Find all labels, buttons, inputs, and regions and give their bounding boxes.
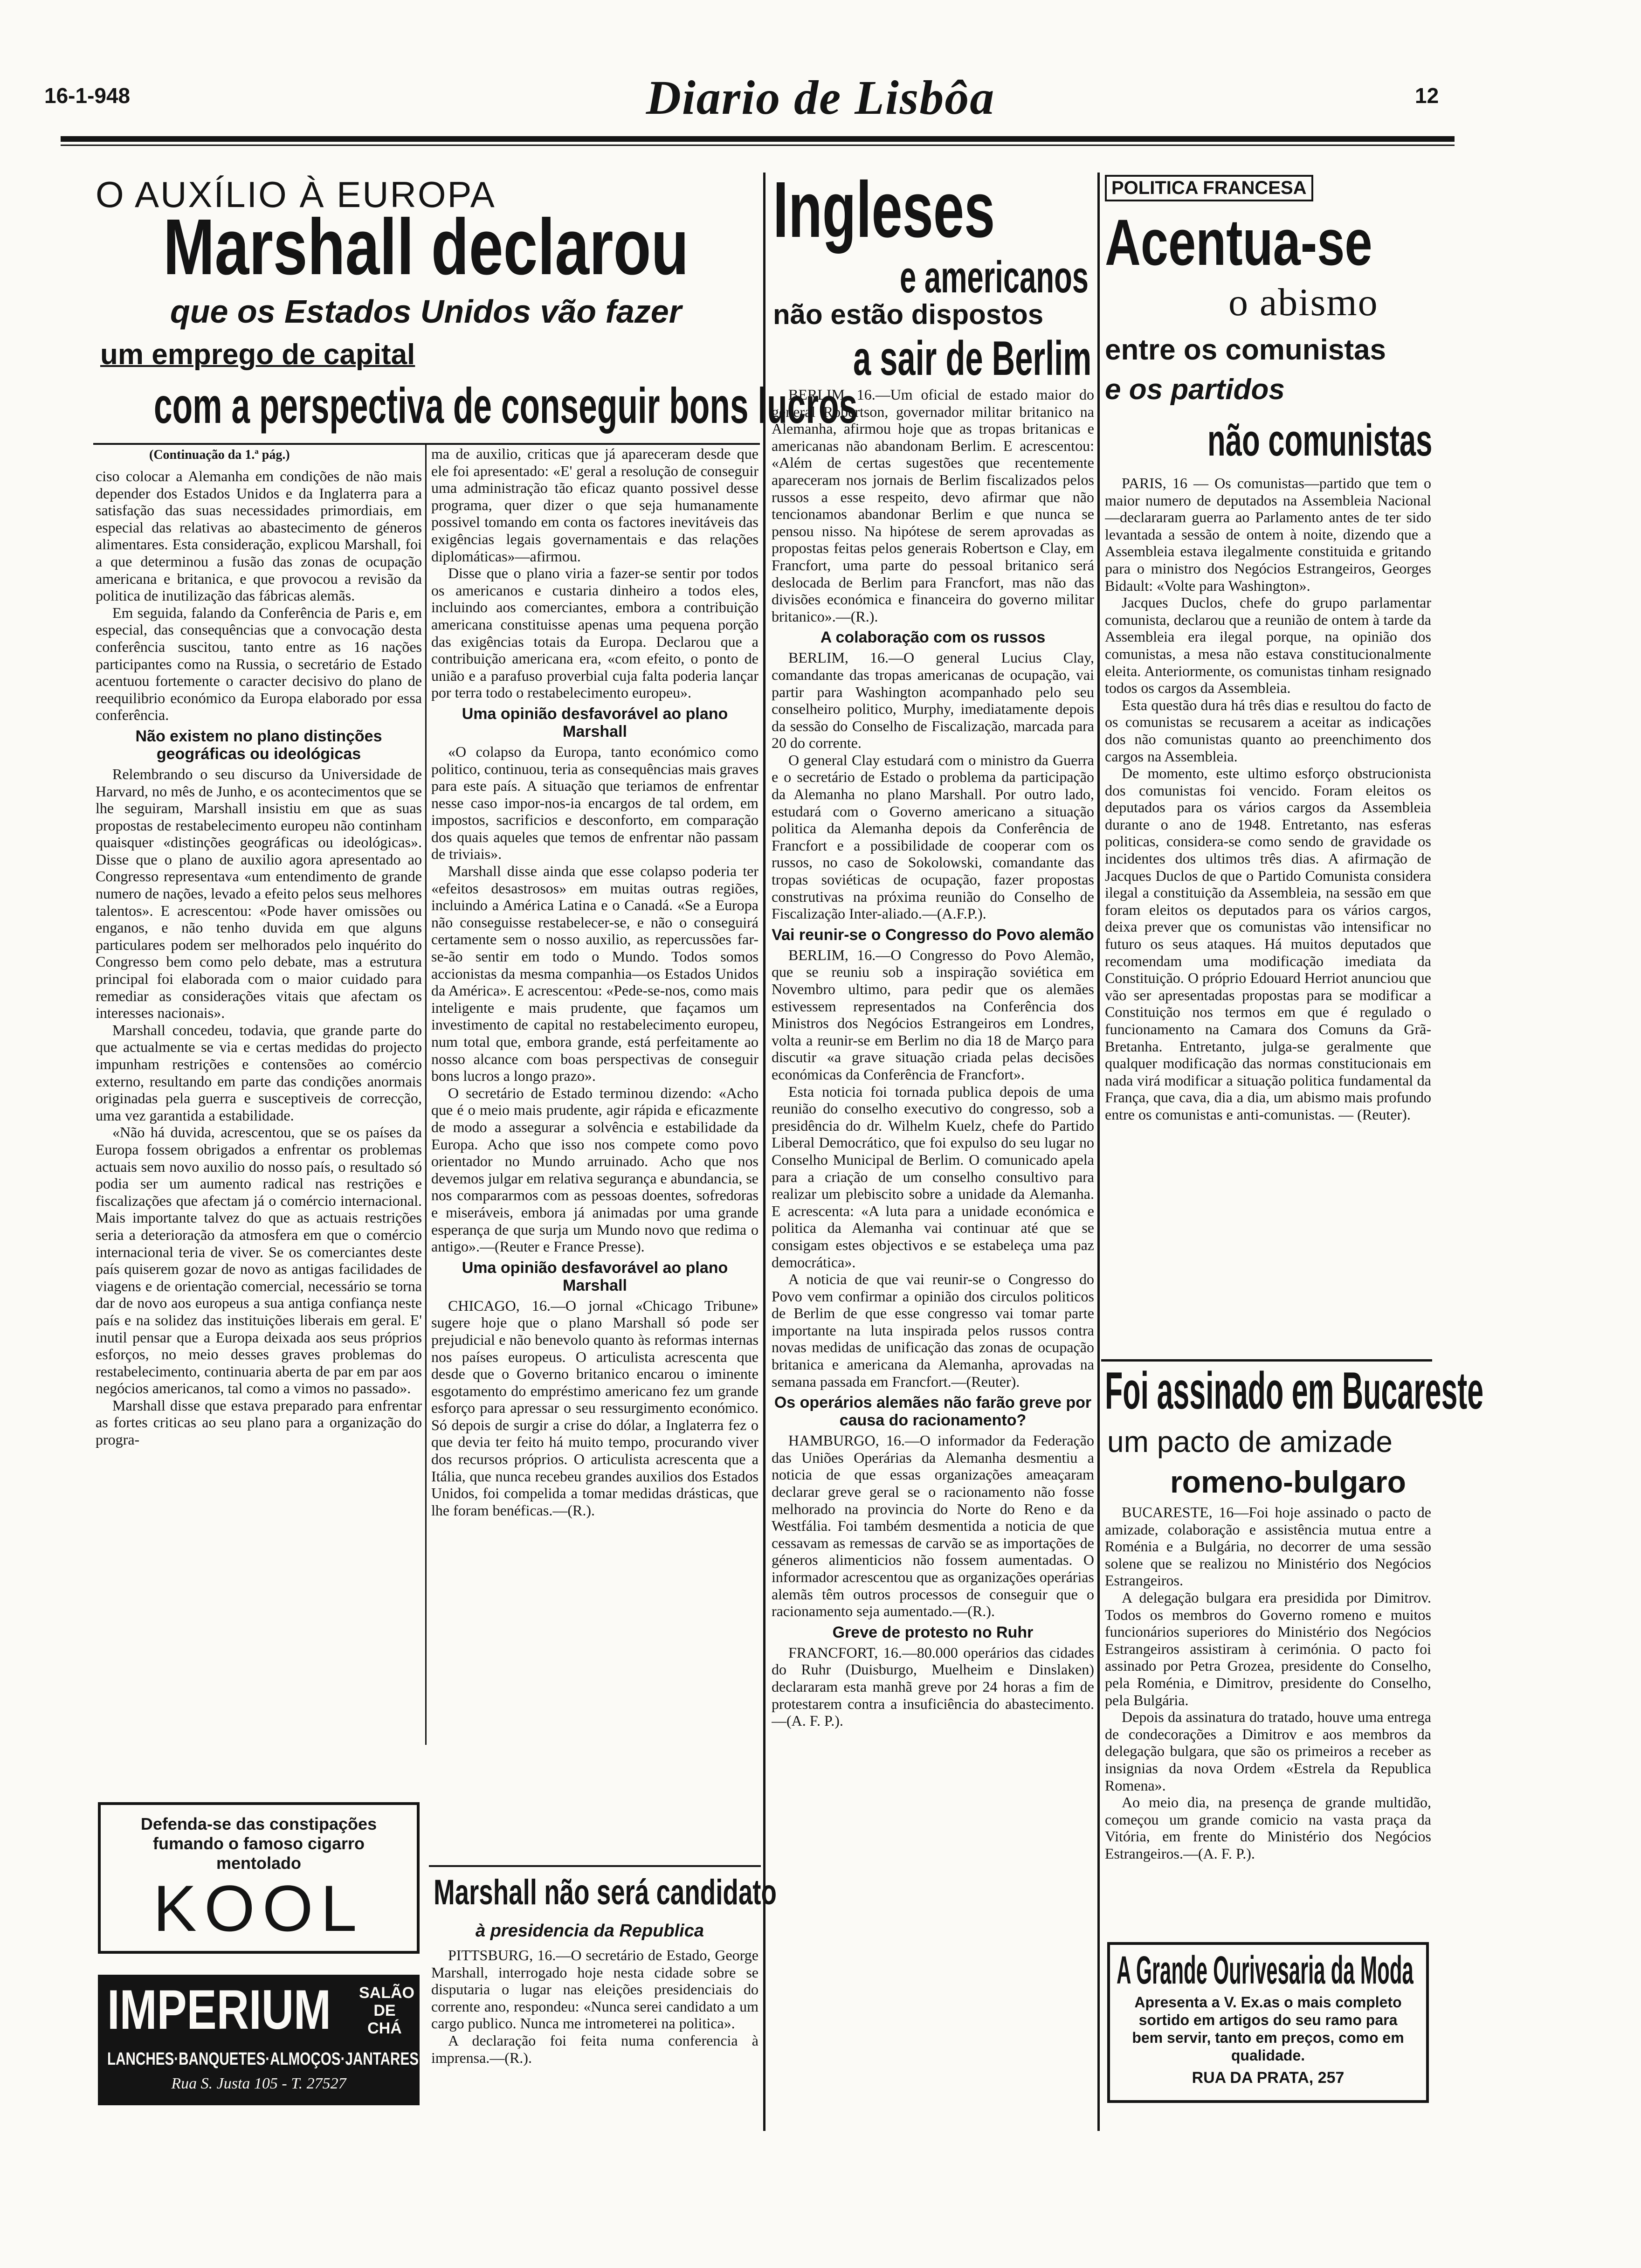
column-divider	[1097, 173, 1100, 2131]
newspaper-title: Diario de Lisbôa	[646, 71, 995, 124]
candidato-headline: Marshall não será candidato	[434, 1873, 777, 1912]
imperium-brand-logo: IMPERIUM	[107, 1978, 331, 2041]
francesa-headline: Acentua-se	[1105, 206, 1372, 279]
column-divider	[425, 444, 427, 1745]
imperium-advertisement	[98, 1975, 420, 2105]
section-label: POLITICA FRANCESA	[1105, 175, 1313, 201]
continuation-note: (Continuação da 1.ª pág.)	[149, 448, 290, 462]
kool-tagline-2: fumando o famoso cigarro	[152, 1834, 365, 1853]
marshall-col-1: ciso colocar a Alemanha em condições de não mais depender dos Estados Unidos e da Inglaterra para a satisfação das suas necessidades primordiais, em especial das relativas ao abastecimento de géneros alimentares. Esta consideração, explicou Marshall, foi a que determinou a fusão das zonas de ocupação americana e britanica, e que provocou a revisão da politica de inutilização das fábricas alemãs. Em seguida, falando da Conferência de Paris e, em especial, das consequências que a convocação desta conferência suscitou, tanto entre as 16 nações participantes como na Russia, o secretário de Estado acentuou fortemente o caracter decisivo do plano de reequilibrio económico da Europa elaborado por essa conferência. Não existem no plano distinções geográficas ou ideológicas Relembrando o seu discurso da Universidade de Harvard, no mês de Junho, e os acontecimentos que se lhe seguiram, Marshall insistiu em que as suas propostas de restabelecimento europeu não continham quaisquer «distinções geográficas ou ideológicas». Disse que o plano de auxilio agora apresentado ao Congresso representava «um entendimento de grande numero de nações, levado a efeito pelos seus melhores talentos». E acrescentou: «Pode haver omissões ou enganos, e não tenho duvida em que alguns particulares podem ser melhorados pelo inquérito do Congresso bem como pelo debate, mas a estrutura principal foi elaborada com o maior cuidado para remediar as considerações vitais que afectam os interesses nacionais». Marshall concedeu, todavia, que grande parte do que actualmente se via e certas medidas do projecto impunham restrições e contensões ao comércio externo, resultando em parte das condições anormais originadas pela guerra e susceptiveis de correcção, uma vez garantida a estabilidade. «Não há duvida, acrescentou, que se os países da Europa fossem obrigados a enfrentar os problemas actuais sem novo auxilio do nosso país, o resultado só podia ser um aumento radical nas restrições e fiscalizações que afectam já o comércio internacional. Mais importante talvez do que as actuais restrições seria a deterioração da atmosfera em que o comércio internacional teria de viver. Se os comerciantes deste país quiserem gozar de novo as antigas facilidades de viagens e de orientação comercial, necessário se torna dar de novo aos europeus a sua antiga confiança neste país e na solidez das instituições liberais em geral. E' inutil pensar que a Europa deixada aos seus próprios esforços, no meio desses graves problemas do restabelecimento, continuaria aberta de par em par aos negócios americanos, tal como a vimos no passado». Marshall disse que estava preparado para enfrentar as fortes criticas ao seu plano para a organização do progra-	[96, 468, 422, 1448]
candidato-subheadline: à presidencia da Republica	[476, 1921, 704, 1941]
crosshead: Greve de protesto no Ruhr	[832, 1623, 1034, 1641]
marshall-headline: Marshall declarou	[163, 203, 689, 291]
crosshead: Vai reunir-se o Congresso do Povo alemão	[772, 926, 1094, 944]
ourivesaria-address: RUA DA PRATA, 257	[1192, 2069, 1345, 2087]
crosshead: Os operários alemães não farão greve por causa do racionamento?	[774, 1394, 1092, 1430]
column-divider	[763, 173, 765, 2131]
bucareste-headline-3: romeno-bulgaro	[1170, 1465, 1406, 1499]
crosshead: A colaboração com os russos	[820, 629, 1046, 647]
bucareste-body: BUCARESTE, 16—Foi hoje assinado o pacto de amizade, colaboração e assistência mutua entre a Roménia e a Bulgária, no decorrer de uma sessão solene que se realizou no Ministério dos Negócios Estrangeiros. A delegação bulgara era presidida por Dimitrov. Todos os membros do Governo romeno e muitos funcionários superiores do Ministério dos Negócios Estrangeiros assistiram à cerimónia. O pacto foi assinado por Petra Grozea, presidente do Conselho, pela Roménia, e Dimitrov, presidente do Conselho, pela Bulgária. Depois da assinatura do tratado, houve uma entrega de condecorações a Dimitrov e aos membros da delegação bulgara, que são os primeiros a receber as insignias da nova Ordem «Estrela da Republica Romena». Ao meio dia, na presença de grande multidão, começou um grande comicio na vasta praça da Vitória, em frente do Ministério dos Negócios Estrangeiros.—(A. F. P.).	[1105, 1504, 1431, 1862]
marshall-col-2: ma de auxilio, criticas que já apareceram desde que ele foi apresentado: «E' geral a resolução de conseguir uma administração tão eficaz quanto possivel desse programa, quer dizer o que seja humanamente possivel tomando em conta os factores inevitáveis das exigências legais governamentais e das relações diplomáticas»—afirmou. Disse que o plano viria a fazer-se sentir por todos os americanos e custaria dinheiro a todos eles, incluindo aos comerciantes, embora a contribuição americana constituisse apenas uma pequena porção das exigências totais da Europa. Declarou que a contribuição americana era, «com efeito, o ponto de união e a parafuso proverbial cuja falta poderia lançar por terra todo o restabelecimento europeu». Uma opinião desfavorável ao plano Marshall «O colapso da Europa, tanto económico como politico, continuou, teria as consequências mais graves para este país. A situação que teriamos de enfrentar nesse caso impor-nos-ia encargos de tal ordem, em impostos, sacrificios e desconforto, em comparação dos quais aqueles que temos de enfrentar não passam de triviais». Marshall disse ainda que esse colapso poderia ter «efeitos desastrosos» em muitas outras regiões, incluindo a América Latina e o Canadá. «Se a Europa não conseguisse restabelecer-se, e não o conseguirá certamente sem o nosso auxilio, as repercussões far-se-ão sentir em todo o Mundo. Todos somos accionistas da mesma companhia—os Estados Unidos da América». E acrescentou: «Pede-se-nos, como mais inteligente e mais prudente, que façamos um investimento de capital no restabelecimento europeu, num total que, embora grande, está perfeitamente ao nosso alcance com boas perspectivas de conseguir bons lucros a longo prazo». O secretário de Estado terminou dizendo: «Acho que é o meio mais prudente, agir rápida e eficazmente de modo a assegurar a solvência e estabilidade da Europa. Acho que isso nos compete como povo orientador no Mundo arruinado. Acho que nos devemos julgar em relativa segurança e abundancia, se nos compararmos com as pessoas doentes, sofredoras e miseráveis, embora já animadas por uma grande esperança de que surja um Mundo novo que redima o antigo».—(Reuter e France Presse). Uma opinião desfavorável ao plano Marshall CHICAGO, 16.—O jornal «Chicago Tribune» sugere hoje que o plano Marshall só pode ser prejudicial e não benevolo quanto às reformas internas nos países europeus. O articulista acrescenta que desde que o Governo britanico encarou o iminente esgotamento do empréstimo americano fez um grande esforço para apressar o seu ressurgimento económico. Só depois de surgir a crise do dólar, a Inglaterra fez o que devia ter feito há muito tempo, procurando viver dos recursos próprios. O articulista acrescenta que a Itália, que nunca recebeu grandes auxilios dos Estados Unidos, foi compelida a tomar medidas drásticas, que lhe foram benéficas.—(R.).	[431, 445, 758, 1519]
headline-rule	[93, 443, 760, 445]
francesa-headline-5: não comunistas	[1207, 415, 1433, 465]
kool-advertisement	[98, 1802, 420, 1954]
ingleses-headline: Ingleses	[773, 166, 995, 254]
kool-brand-logo: KOOL	[153, 1872, 365, 1945]
marshall-kicker: O AUXÍLIO À EUROPA	[96, 174, 496, 215]
francesa-body: PARIS, 16 — Os comunistas—partido que tem o maior numero de deputados na Assembleia Nacional—declararam guerra ao Parlamento antes de ter sido levantada a sessão de ontem à noite, dizendo que a Assembleia estava ilegalmente constituida e gritando para o ministro dos Negócios Estrangeiros, Georges Bidault: «Volte para Washington». Jacques Duclos, chefe do grupo parlamentar comunista, declarou que a reunião de ontem à tarde da Assembleia era ilegal porque, na opinião dos comunistas, a mesa não estava constitucionalmente eleita. Anteriormente, os comunistas tinham resignado todos os cargos da Assembleia. Esta questão dura há três dias e resultou do facto de os comunistas se recusarem a aceitar as indicações dos não comunistas quanto ao preenchimento dos cargos na Assembleia. De momento, este ultimo esforço obstrucionista dos comunistas foi vencido. Foram eleitos os deputados para os vários cargos da Assembleia durante o ano de 1948. Entretanto, nas esferas politicas, considera-se como sendo de gravidade os incidentes dos ultimos três dias. A afirmação de Jacques Duclos de que o Partido Comunista considera ilegal a constituição da Assembleia, na sessão em que foram eleitos os deputados para os vários cargos, deixa prever que os comunistas vão intensificar no futuro os seus ataques. Há muitos deputados que recomendam uma modificação imediata da Constituição. O próprio Edouard Herriot anunciou que vão ser apresentadas propostas para se modificar a Constituição nos termos em que é regulado o funcionamento na Camara dos Comuns da Grã-Bretanha. Entretanto, julga-se geralmente que qualquer modificação das normas constitucionais em nada virá modificar a situação politica fundamental da França, que cava, dia a dia, um abismo mais profundo entre os comunistas e anti-comunistas. — (Reuter).	[1105, 475, 1431, 1123]
masthead-rule-thin	[61, 145, 1455, 146]
imperium-services: LANCHES·BANQUETES·ALMOÇOS·JANTARES	[107, 2049, 419, 2069]
francesa-headline-3: entre os comunistas	[1105, 334, 1386, 366]
kool-tagline-3: mentolado	[216, 1853, 301, 1873]
box-rule	[429, 1865, 761, 1867]
ingleses-headline-2: e americanos	[900, 252, 1089, 302]
opinion-crosshead-visible: Uma opinião desfavorável ao plano Marshall	[462, 1258, 728, 1294]
crosshead: Uma opinião desfavorável ao plano Marshall	[462, 705, 728, 740]
ourivesaria-advertisement	[1107, 1942, 1429, 2103]
bucareste-headline-2: um pacto de amizade	[1107, 1425, 1393, 1459]
ingleses-headline-3: não estão dispostos	[773, 299, 1044, 330]
francesa-headline-2: o abismo	[1228, 281, 1379, 324]
ourivesaria-text: Apresenta a V. Ex.as o mais completo sortido em artigos do seu ramo para bem servir, tanto em preços, como em qualidade.	[1132, 1994, 1404, 2064]
marshall-subheadline: que os Estados Unidos vão fazer	[170, 293, 682, 330]
ingleses-body: BERLIM, 16.—Um oficial de estado maior do general Robertson, governador militar britanico na Alemanha, afirmou hoje que as tropas britanicas e americanas não abandonam Berlim. E acrescentou: «Além de certas sugestões que recentemente apareceram nos jornais de Berlim fiscalizados pelos russos a esse respeito, devo afirmar que não tencionamos abandonar Berlim e que nunca se pensou nisso. Na hipótese de serem aprovadas as propostas feitas pelos generais Robertson e Clay, em Francfort, uma parte do pessoal britanico será deslocada de Berlim para Francfort, mas não das divisões económica e financeira do governo militar britanico».—(R.). A colaboração com os russos BERLIM, 16.—O general Lucius Clay, comandante das tropas americanas de ocupação, vai partir para Washington acompanhado pelo seu conselheiro politico, Murphy, imediatamente depois da sessão do Conselho de Fiscalização, marcada para 20 do corrente. O general Clay estudará com o ministro da Guerra e o secretário de Estado o problema da participação da Alemanha no plano Marshall. Por outro lado, estudará com o Governo americano a situação politica da Alemanha depois da Conferência de Francfort e a possibilidade de cooperar com os russos, no caso de Sokolowski, comandante das tropas soviéticas de ocupação, fazer propostas construtivas na próxima reunião do Conselho de Fiscalização Inter-aliado.—(A.F.P.). Vai reunir-se o Congresso do Povo alemão BERLIM, 16.—O Congresso do Povo Alemão, que se reuniu sob a inspiração soviética em Novembro ultimo, para pedir que os alemães estivessem representados na Conferência dos Ministros dos Negócios Estrangeiros em Londres, volta a reunir-se em Berlim no dia 18 de Março para discutir «a grave situação criada pelas decisões económicas da Conferência de Francfort». Esta noticia foi tornada publica depois de uma reunião do conselho executivo do congresso, sob a presidência do dr. Wilhelm Kuelz, chefe do Partido Liberal Democrático, que foi expulso do seu lugar no Conselho Municipal de Berlim. O comunicado apela para a criação de um conselho consultivo para realizar um plebiscito sobre a unidade da Alemanha. E acrescenta: «A luta para a unidade económica e politica da Alemanha vai continuar até que se consigam estes objectivos e se estabeleça uma paz democrática». A noticia de que vai reunir-se o Congresso do Povo vem confirmar a opinião dos circulos politicos de Berlim de que esse congresso vai tomar parte importante na luta inspirada pelos russos contra novas medidas de unificação das zonas de ocupação britanica e americana da Alemanha, aprovadas na semana passada em Francfort.—(Reuter). Os operários alemães não farão greve por causa do racionamento? HAMBURGO, 16.—O informador da Federação das Uniões Operárias da Alemanha desmentiu a noticia de que essas organizações ameaçaram declarar greve geral se o racionamento não fosse melhorado na provincia do Norte do Reno e da Westfália. Foi também desmentida a noticia de que cessavam as remessas de carvão se as importações de géneros alimenticios não fossem aumentadas. O informador acrescentou que as organizações operárias alemãs têm outros processos de conseguir que o racionamento seja aumentado.—(R.). Greve de protesto no Ruhr FRANCFORT, 16.—80.000 operários das cidades do Ruhr (Duisburgo, Muelheim e Dinslaken) declararam esta manhã greve por 24 horas a fim de protestarem contra a insuficiência do abastecimento.—(A. F. P.).	[772, 386, 1094, 1729]
kool-tagline-1: Defenda-se das constipações	[140, 1814, 377, 1833]
ingleses-headline-4: a sair de Berlim	[853, 332, 1092, 386]
imperium-address: Rua S. Justa 105 - T. 27527	[171, 2075, 346, 2092]
masthead-rule-thick	[61, 136, 1455, 142]
bucareste-headline: Foi assinado em Bucareste	[1105, 1362, 1484, 1420]
marshall-subheadline-2: um emprego de capital	[100, 339, 415, 371]
marshall-deck: com a perspectiva de conseguir bons lucros	[154, 377, 858, 434]
page-number: 12	[1415, 83, 1439, 108]
ourivesaria-title: A Grande Ourivesaria da Moda	[1117, 1948, 1413, 1992]
imperium-salao-label: SALÃO DE CHÁ	[359, 1984, 414, 2037]
francesa-headline-4: e os partidos	[1105, 373, 1285, 406]
issue-date: 16-1-948	[44, 83, 131, 108]
crosshead: Não existem no plano distinções geográficas ou ideológicas	[135, 727, 382, 763]
candidato-body: PITTSBURG, 16.—O secretário de Estado, George Marshall, interrogado hoje nesta cidade sobre se disputaria o lugar nas eleições presidenciais do corrente ano, respondeu: «Nunca serei candidato a um cargo publico. Nunca me intrometerei na politica». A declaração foi feita numa conferencia à imprensa.—(R.).	[431, 1947, 758, 2066]
